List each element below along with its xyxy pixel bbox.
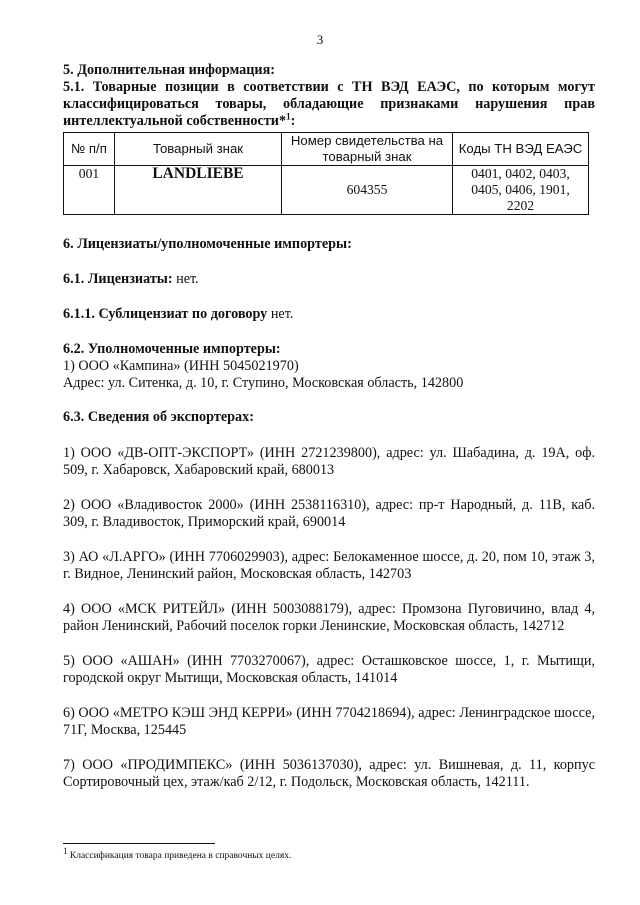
cell-codes: 0401, 0402, 0403, 0405, 0406, 1901, 2202 [453,166,589,215]
licensees-line [63,271,595,288]
sublicensee-label: 6.1.1. Сублицензиат по договору [63,306,268,322]
section-5-1-heading [63,79,595,130]
sublicensee-line [63,306,595,323]
footnote-reference: 1 [286,111,291,122]
header-certificate: Номер свидетельства на товарный знак [282,133,453,166]
cell-certificate: 604355 [282,166,453,215]
importer-address: Адрес: ул. Ситенка, д. 10, г. Ступино, Московская область, 142800 [63,375,464,391]
trademark-table [63,132,589,215]
exporter-item: 3) АО «Л.АРГО» (ИНН 7706029903), адрес: Белокаменное шоссе, д. 20, пом 10, этаж 3, г. Видное, Ленинский район, Московская область, 142703 [63,549,595,582]
exporter-item: 6) ООО «МЕТРО КЭШ ЭНД КЕРРИ» (ИНН 7704218694), адрес: Ленинградское шоссе, 71Г, Москва, 125445 [63,705,595,738]
cell-trademark: LANDLIEBE [115,166,282,215]
importer-line: 1) ООО «Кампина» (ИНН 5045021970) [63,358,299,374]
page-number: 3 [316,32,324,47]
importers-heading: 6.2. Уполномоченные импортеры: [63,341,281,357]
header-trademark: Товарный знак [115,133,282,166]
section-5-heading: 5. Дополнительная информация: [63,62,275,78]
footnote [63,845,292,862]
footnote-mark: 1 [63,845,68,856]
licensees-value: нет. [172,271,199,287]
footnote-divider [63,843,215,844]
exporter-item: 4) ООО «МСК РИТЕЙЛ» (ИНН 5003088179), адрес: Промзона Пуговичино, влад 4, район Ленинский, Рабочий поселок горки Ленинские, Московская область, 142712 [63,601,595,634]
section-5-1-text: 5.1. Товарные позиции в соответствии с ТН ВЭД ЕАЭС, по которым могут классифицироваться товары, обладающие признаками нарушения прав интеллектуальной собственности* [63,79,595,129]
header-codes: Коды ТН ВЭД ЕАЭС [453,133,589,166]
exporter-item: 2) ООО «Владивосток 2000» (ИНН 2538116310), адрес: пр-т Народный, д. 11В, каб. 309, г. Владивосток, Приморский край, 690014 [63,497,595,530]
sublicensee-value: нет. [267,306,294,322]
exporter-item: 7) ООО «ПРОДИМПЕКС» (ИНН 5036137030), адрес: ул. Вишневая, д. 11, корпус Сортировочный цех, этаж/каб 2/12, г. Подольск, Московская область, 142111. [63,757,595,790]
exporter-item: 1) ООО «ДВ-ОПТ-ЭКСПОРТ» (ИНН 2721239800), адрес: ул. Шабадина, д. 19А, оф. 509, г. Хабаровск, Хабаровский край, 680013 [63,445,595,478]
exporters-heading: 6.3. Сведения об экспортерах: [63,409,254,425]
table-header-row [64,133,589,166]
header-number: № п/п [64,133,115,166]
section-6-heading: 6. Лицензиаты/уполномоченные импортеры: [63,236,352,252]
table-row [64,166,589,215]
cell-number: 001 [64,166,115,215]
licensees-label: 6.1. Лицензиаты: [63,271,173,287]
section-5-1-end: : [290,113,296,129]
exporter-item: 5) ООО «АШАН» (ИНН 7703270067), адрес: Осташковское шоссе, 1, г. Мытищи, городской округ Мытищи, Московская область, 141014 [63,653,595,686]
footnote-text: Классификация товара приведена в справочных целях. [67,851,292,861]
document-body [63,62,595,791]
